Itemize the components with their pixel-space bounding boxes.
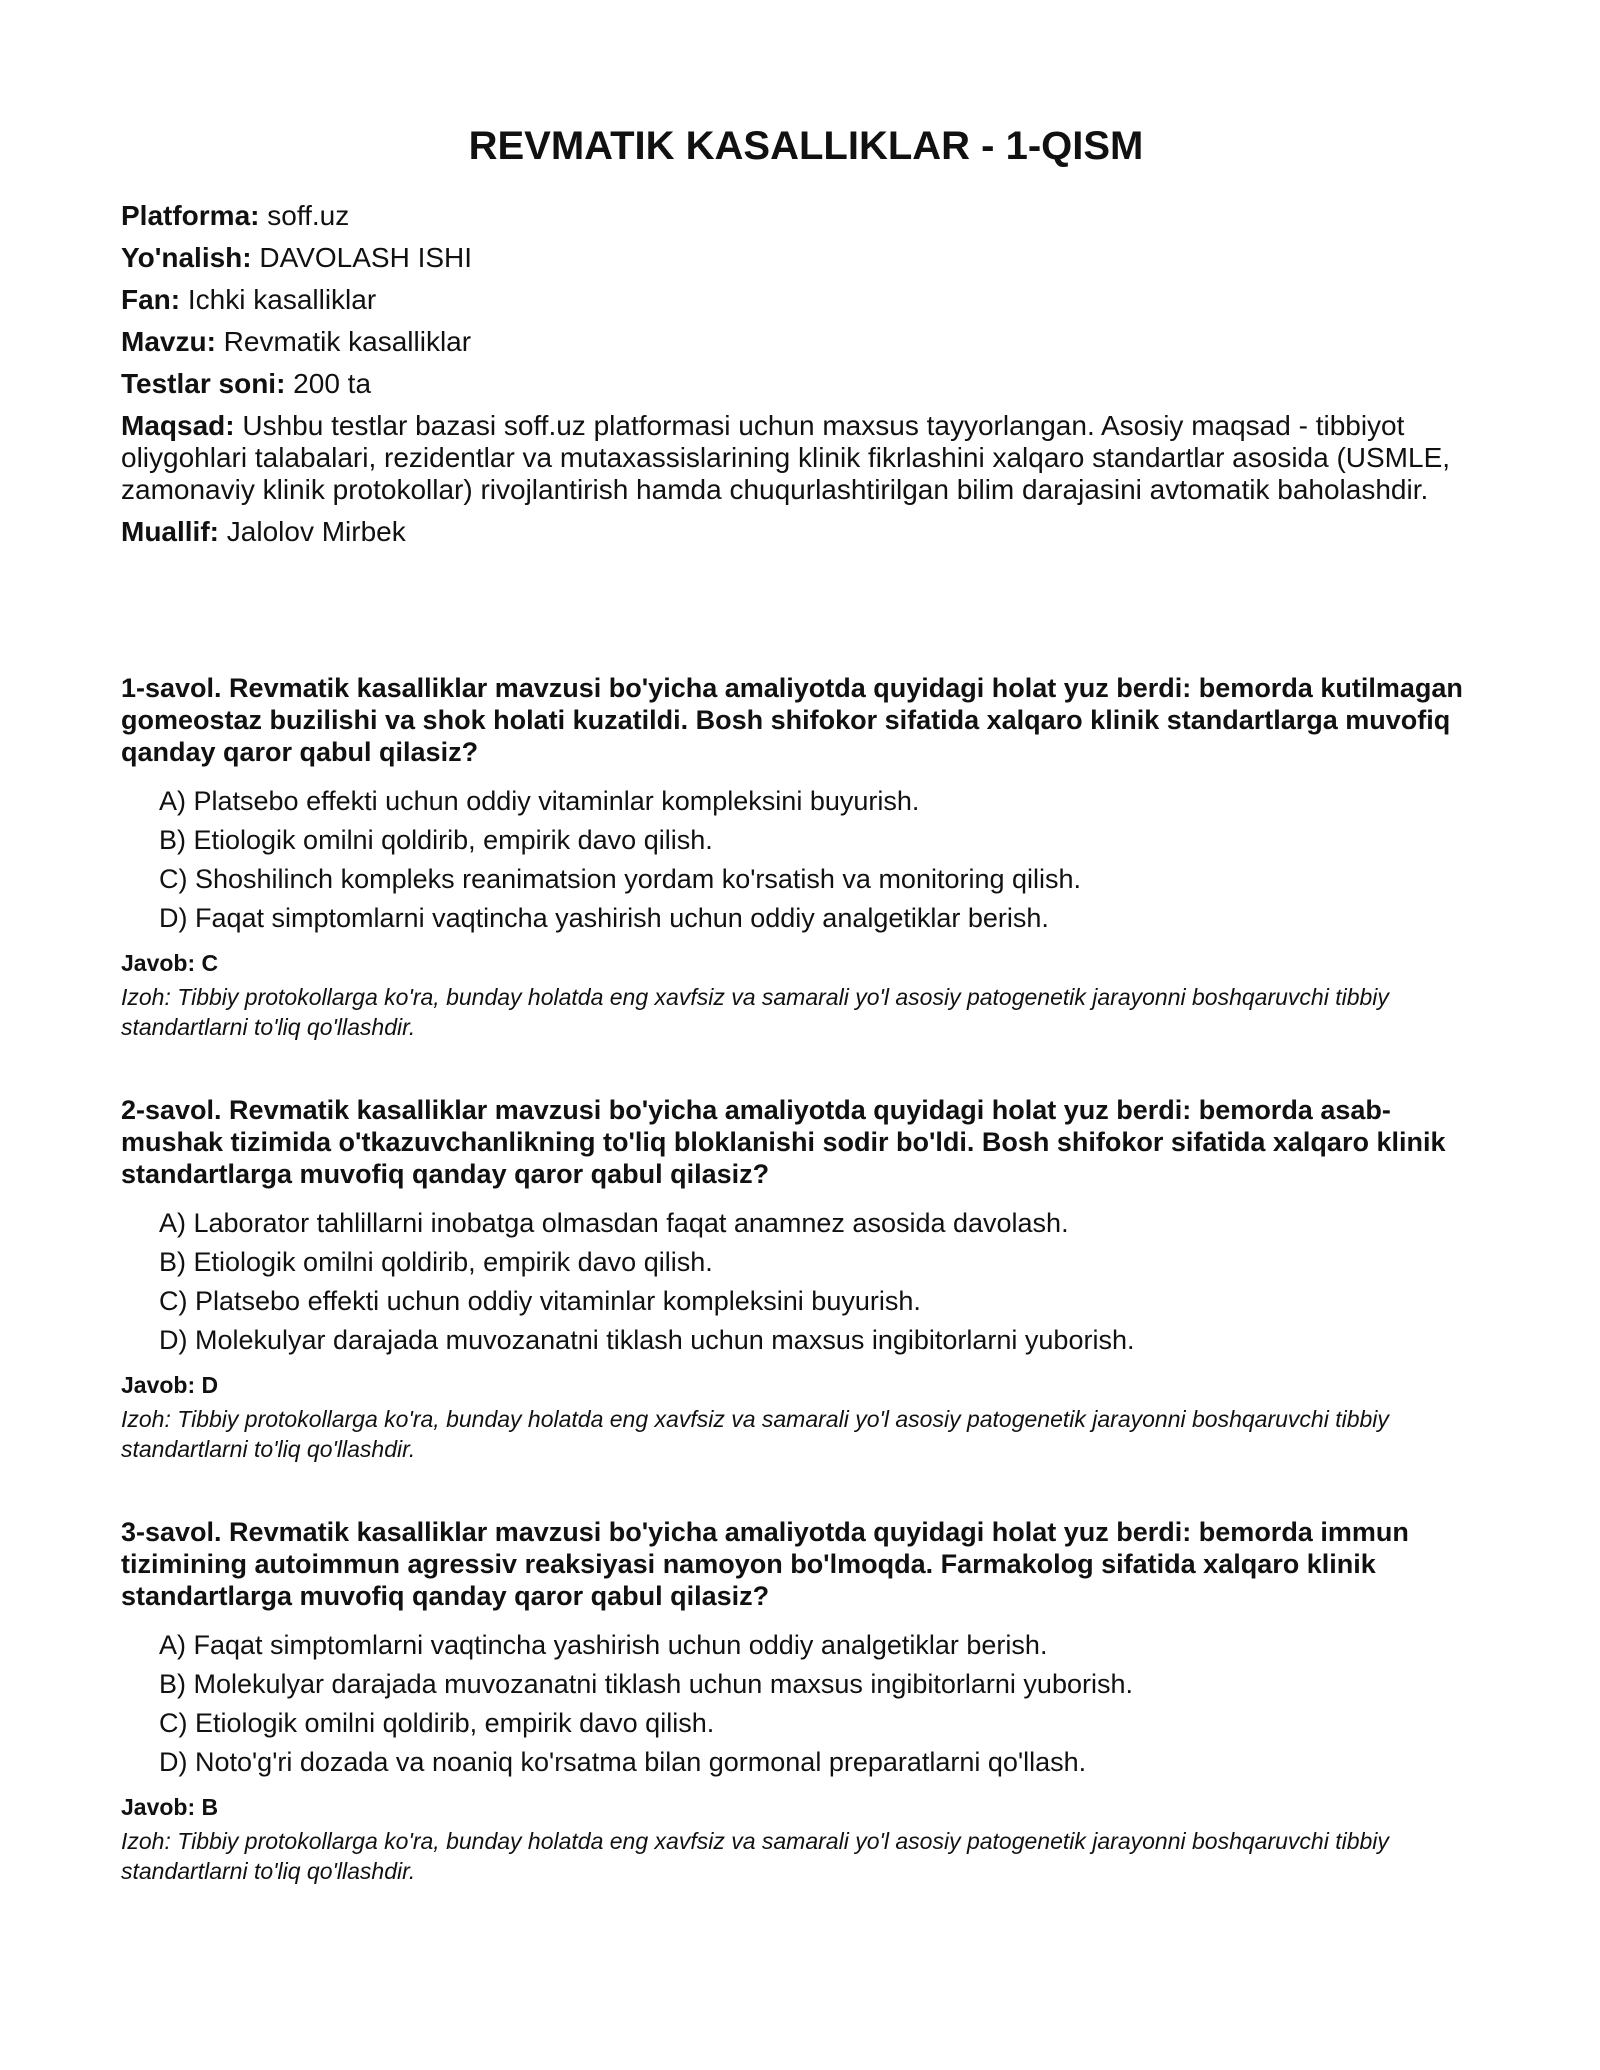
meta-test-count — [121, 368, 1491, 400]
meta-direction — [121, 242, 1491, 274]
option-d: D) Noto'g'ri dozada va noaniq ko'rsatma bilan gormonal preparatlarni qo'llash. — [159, 1747, 1087, 1777]
option-a: A) Platsebo effekti uchun oddiy vitaminlar kompleksini buyurish. — [159, 786, 920, 816]
document-title: REVMATIK KASALLIKLAR - 1-QISM — [468, 124, 1144, 168]
option-a: A) Faqat simptomlarni vaqtincha yashirish uchun oddiy analgetiklar berish. — [159, 1630, 1048, 1660]
option-b: B) Molekulyar darajada muvozanatni tiklash uchun maxsus ingibitorlarni yuborish. — [159, 1669, 1133, 1699]
meta-value: Revmatik kasalliklar — [215, 326, 472, 357]
option-a: A) Laborator tahlillarni inobatga olmasdan faqat anamnez asosida davolash. — [159, 1208, 1069, 1238]
explanation: Izoh: Tibbiy protokollarga ko'ra, bunday holatda eng xavfsiz va samarali yo'l asosiy patogenetik jarayonni boshqaruvchi tibbiy standartlarni to'liq qo'llashdir. — [121, 984, 1389, 1040]
meta-value: Jalolov Mirbek — [219, 516, 406, 547]
question-list — [121, 672, 1491, 1938]
question-2 — [121, 1094, 1491, 1464]
meta-platform — [121, 200, 1491, 232]
meta-value: Ushbu testlar bazasi soff.uz platformasi uchun maxsus tayyorlangan. Asosiy maqsad - tibbiyot oliygohlari talabalari, rezidentlar va mutaxassislarining klinik fikrlashini xalqaro standartlar asosida (USMLE, zamonaviy klinik protokollar) rivojlantirish hamda chuqurlashtirilgan bilim darajasini avtomatik baholashdir. — [121, 410, 1451, 505]
answer: Javob: B — [121, 1794, 219, 1820]
option-c: C) Etiologik omilni qoldirib, empirik davo qilish. — [159, 1708, 715, 1738]
meta-label: Testlar soni: — [121, 368, 286, 399]
option-list — [121, 1626, 1491, 1782]
meta-author — [121, 516, 1491, 548]
option-b: B) Etiologik omilni qoldirib, empirik davo qilish. — [159, 825, 713, 855]
explanation: Izoh: Tibbiy protokollarga ko'ra, bunday holatda eng xavfsiz va samarali yo'l asosiy patogenetik jarayonni boshqaruvchi tibbiy standartlarni to'liq qo'llashdir. — [121, 1828, 1389, 1884]
meta-label: Yo'nalish: — [121, 242, 252, 273]
explanation: Izoh: Tibbiy protokollarga ko'ra, bunday holatda eng xavfsiz va samarali yo'l asosiy patogenetik jarayonni boshqaruvchi tibbiy standartlarni to'liq qo'llashdir. — [121, 1406, 1389, 1462]
meta-value: Ichki kasalliklar — [180, 284, 377, 315]
meta-purpose — [121, 410, 1491, 506]
answer: Javob: C — [121, 950, 219, 976]
question-3 — [121, 1516, 1491, 1886]
question-1 — [121, 672, 1491, 1042]
answer: Javob: D — [121, 1372, 219, 1398]
meta-label: Muallif: — [121, 516, 219, 547]
question-text: 1-savol. Revmatik kasalliklar mavzusi bo'yicha amaliyotda quyidagi holat yuz berdi: bemorda kutilmagan gomeostaz buzilishi va shok holati kuzatildi. Bosh shifokor sifatida xalqaro klinik standartlarga muvofiq qanday qaror qabul qilasiz? — [121, 673, 1463, 767]
option-list — [121, 1204, 1491, 1360]
meta-label: Platforma: — [121, 200, 260, 231]
meta-topic — [121, 326, 1491, 358]
option-d: D) Molekulyar darajada muvozanatni tiklash uchun maxsus ingibitorlarni yuborish. — [159, 1325, 1135, 1355]
meta-value: 200 ta — [285, 368, 372, 399]
option-c: C) Platsebo effekti uchun oddiy vitaminlar kompleksini buyurish. — [159, 1286, 921, 1316]
option-b: B) Etiologik omilni qoldirib, empirik davo qilish. — [159, 1247, 713, 1277]
option-c: C) Shoshilinch kompleks reanimatsion yordam ko'rsatish va monitoring qilish. — [159, 864, 1082, 894]
document-meta — [121, 200, 1491, 558]
meta-label: Fan: — [121, 284, 181, 315]
meta-value: soff.uz — [259, 200, 350, 231]
meta-subject — [121, 284, 1491, 316]
meta-label: Maqsad: — [121, 410, 235, 441]
option-list — [121, 782, 1491, 938]
option-d: D) Faqat simptomlarni vaqtincha yashirish uchun oddiy analgetiklar berish. — [159, 903, 1049, 933]
meta-value: DAVOLASH ISHI — [251, 242, 473, 273]
meta-label: Mavzu: — [121, 326, 216, 357]
question-text: 3-savol. Revmatik kasalliklar mavzusi bo'yicha amaliyotda quyidagi holat yuz berdi: bemorda immun tizimining autoimmun agressiv reaksiyasi namoyon bo'lmoqda. Farmakolog sifatida xalqaro klinik standartlarga muvofiq qanday qaror qabul qilasiz? — [121, 1517, 1409, 1611]
question-text: 2-savol. Revmatik kasalliklar mavzusi bo'yicha amaliyotda quyidagi holat yuz berdi: bemorda asab-mushak tizimida o'tkazuvchanlikning to'liq bloklanishi sodir bo'ldi. Bosh shifokor sifatida xalqaro klinik standartlarga muvofiq qanday qaror qabul qilasiz? — [121, 1095, 1446, 1189]
